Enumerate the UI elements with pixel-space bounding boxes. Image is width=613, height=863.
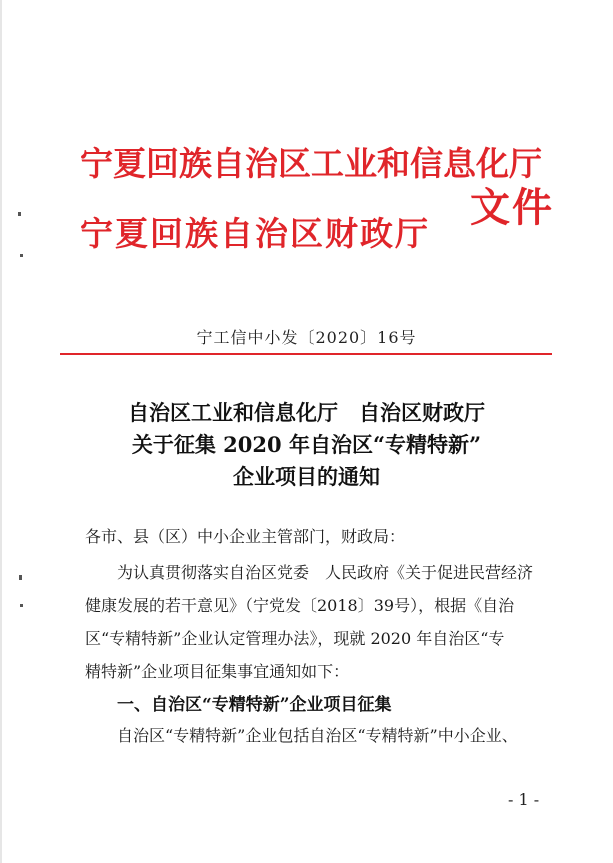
title-line-3: 企业项目的通知 (233, 464, 380, 489)
doc-type-label: 文件 (470, 184, 554, 231)
scan-mark (20, 254, 23, 257)
scan-mark (19, 575, 22, 580)
paragraph-1-line-4: 精特新”企业项目征集事宜通知如下： (85, 662, 350, 681)
paragraph-2-line-1: 自治区“专精特新”企业包括自治区“专精特新”中小企业、 (117, 726, 518, 745)
page-number: - 1 - (508, 790, 540, 809)
paragraph-1-line-1: 为认真贯彻落实自治区党委 人民政府《关于促进民营经济 (117, 563, 534, 582)
red-divider (60, 353, 552, 355)
paragraph-1-line-2: 健康发展的若干意见》（宁党发〔2018〕39号），根据《自治 (85, 596, 515, 615)
scan-mark (20, 604, 23, 607)
title-line-2: 关于征集 2020 年自治区“专精特新” (131, 432, 482, 457)
title-line-1: 自治区工业和信息化厅 自治区财政厅 (128, 400, 485, 425)
document-number: 宁工信中小发〔2020〕16号 (196, 328, 417, 347)
salutation: 各市、县（区）中小企业主管部门，财政局： (85, 527, 406, 546)
section-heading-1: 一、自治区“专精特新”企业项目征集 (117, 695, 392, 715)
scan-mark (18, 212, 21, 216)
issuer-finance-dept: 宁夏回族自治区财政厅 (80, 214, 430, 253)
issuer-industry-dept: 宁夏回族自治区工业和信息化厅 (80, 144, 542, 183)
paragraph-1-line-3: 区“专精特新”企业认定管理办法》，现就 2020 年自治区“专 (85, 629, 505, 648)
